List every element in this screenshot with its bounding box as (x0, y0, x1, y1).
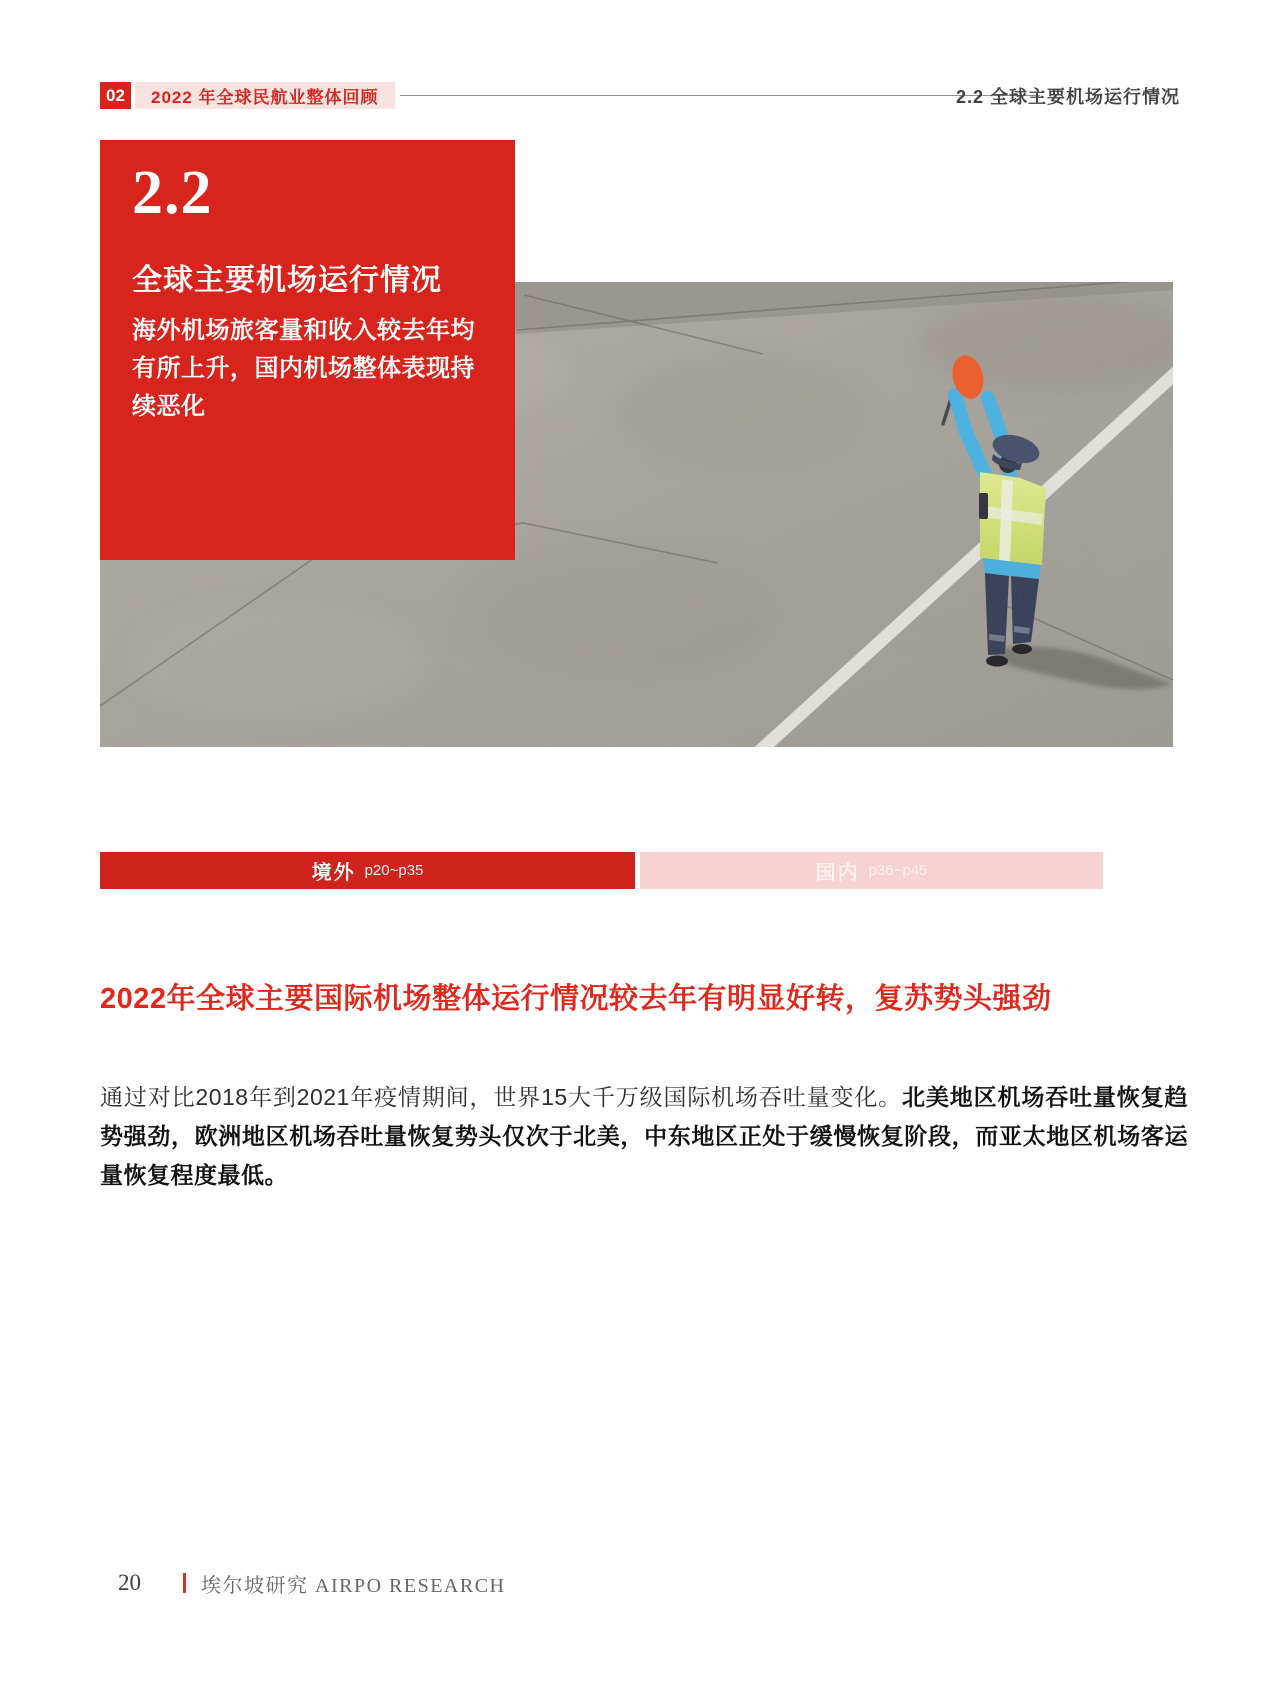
tab-domestic-pages: p36~p45 (868, 862, 928, 879)
header-section-label: 2.2 全球主要机场运行情况 (955, 87, 1180, 107)
header-divider-line (400, 95, 1040, 96)
page-footer (100, 1570, 505, 1596)
chapter-badge: 02 (100, 82, 131, 109)
tab-overseas[interactable] (100, 852, 635, 889)
chapter-title: 2022 年全球民航业整体回顾 (135, 82, 395, 109)
paragraph-regular-text: 通过对比2018年到2021年疫情期间，世界15大千万级国际机场吞吐量变化。 (100, 1084, 903, 1110)
page-number: 20 (118, 1570, 141, 1595)
tab-overseas-pages: p20~p35 (364, 862, 424, 879)
page-header (100, 80, 1180, 110)
paragraph-bold-text: 北美地区机场吞吐量恢复趋势强劲，欧洲地区机场吞吐量恢复势头仅次于北美，中东地区正处于缓慢恢复阶段，而亚太地区机场客运量恢复程度最低。 (100, 1084, 1188, 1188)
section-number: 2.2 (132, 159, 213, 227)
footer-divider (183, 1573, 186, 1593)
tab-domestic-label: 国内 (815, 862, 860, 884)
tab-overseas-label: 境外 (311, 862, 356, 884)
section-subtitle: 海外机场旅客量和收入较去年均有所上升，国内机场整体表现持续恶化 (132, 317, 475, 420)
section-tab-bar (100, 852, 1103, 889)
main-heading: 2022年全球主要国际机场整体运行情况较去年有明显好转，复苏势头强劲 (100, 983, 1052, 1015)
section-title: 全球主要机场运行情况 (132, 264, 442, 297)
tab-domestic[interactable] (640, 852, 1103, 889)
brand-name: 埃尔坡研究 AIRPO RESEARCH (201, 1574, 506, 1597)
main-paragraph (100, 1078, 1188, 1195)
section-intro-card (100, 140, 515, 560)
